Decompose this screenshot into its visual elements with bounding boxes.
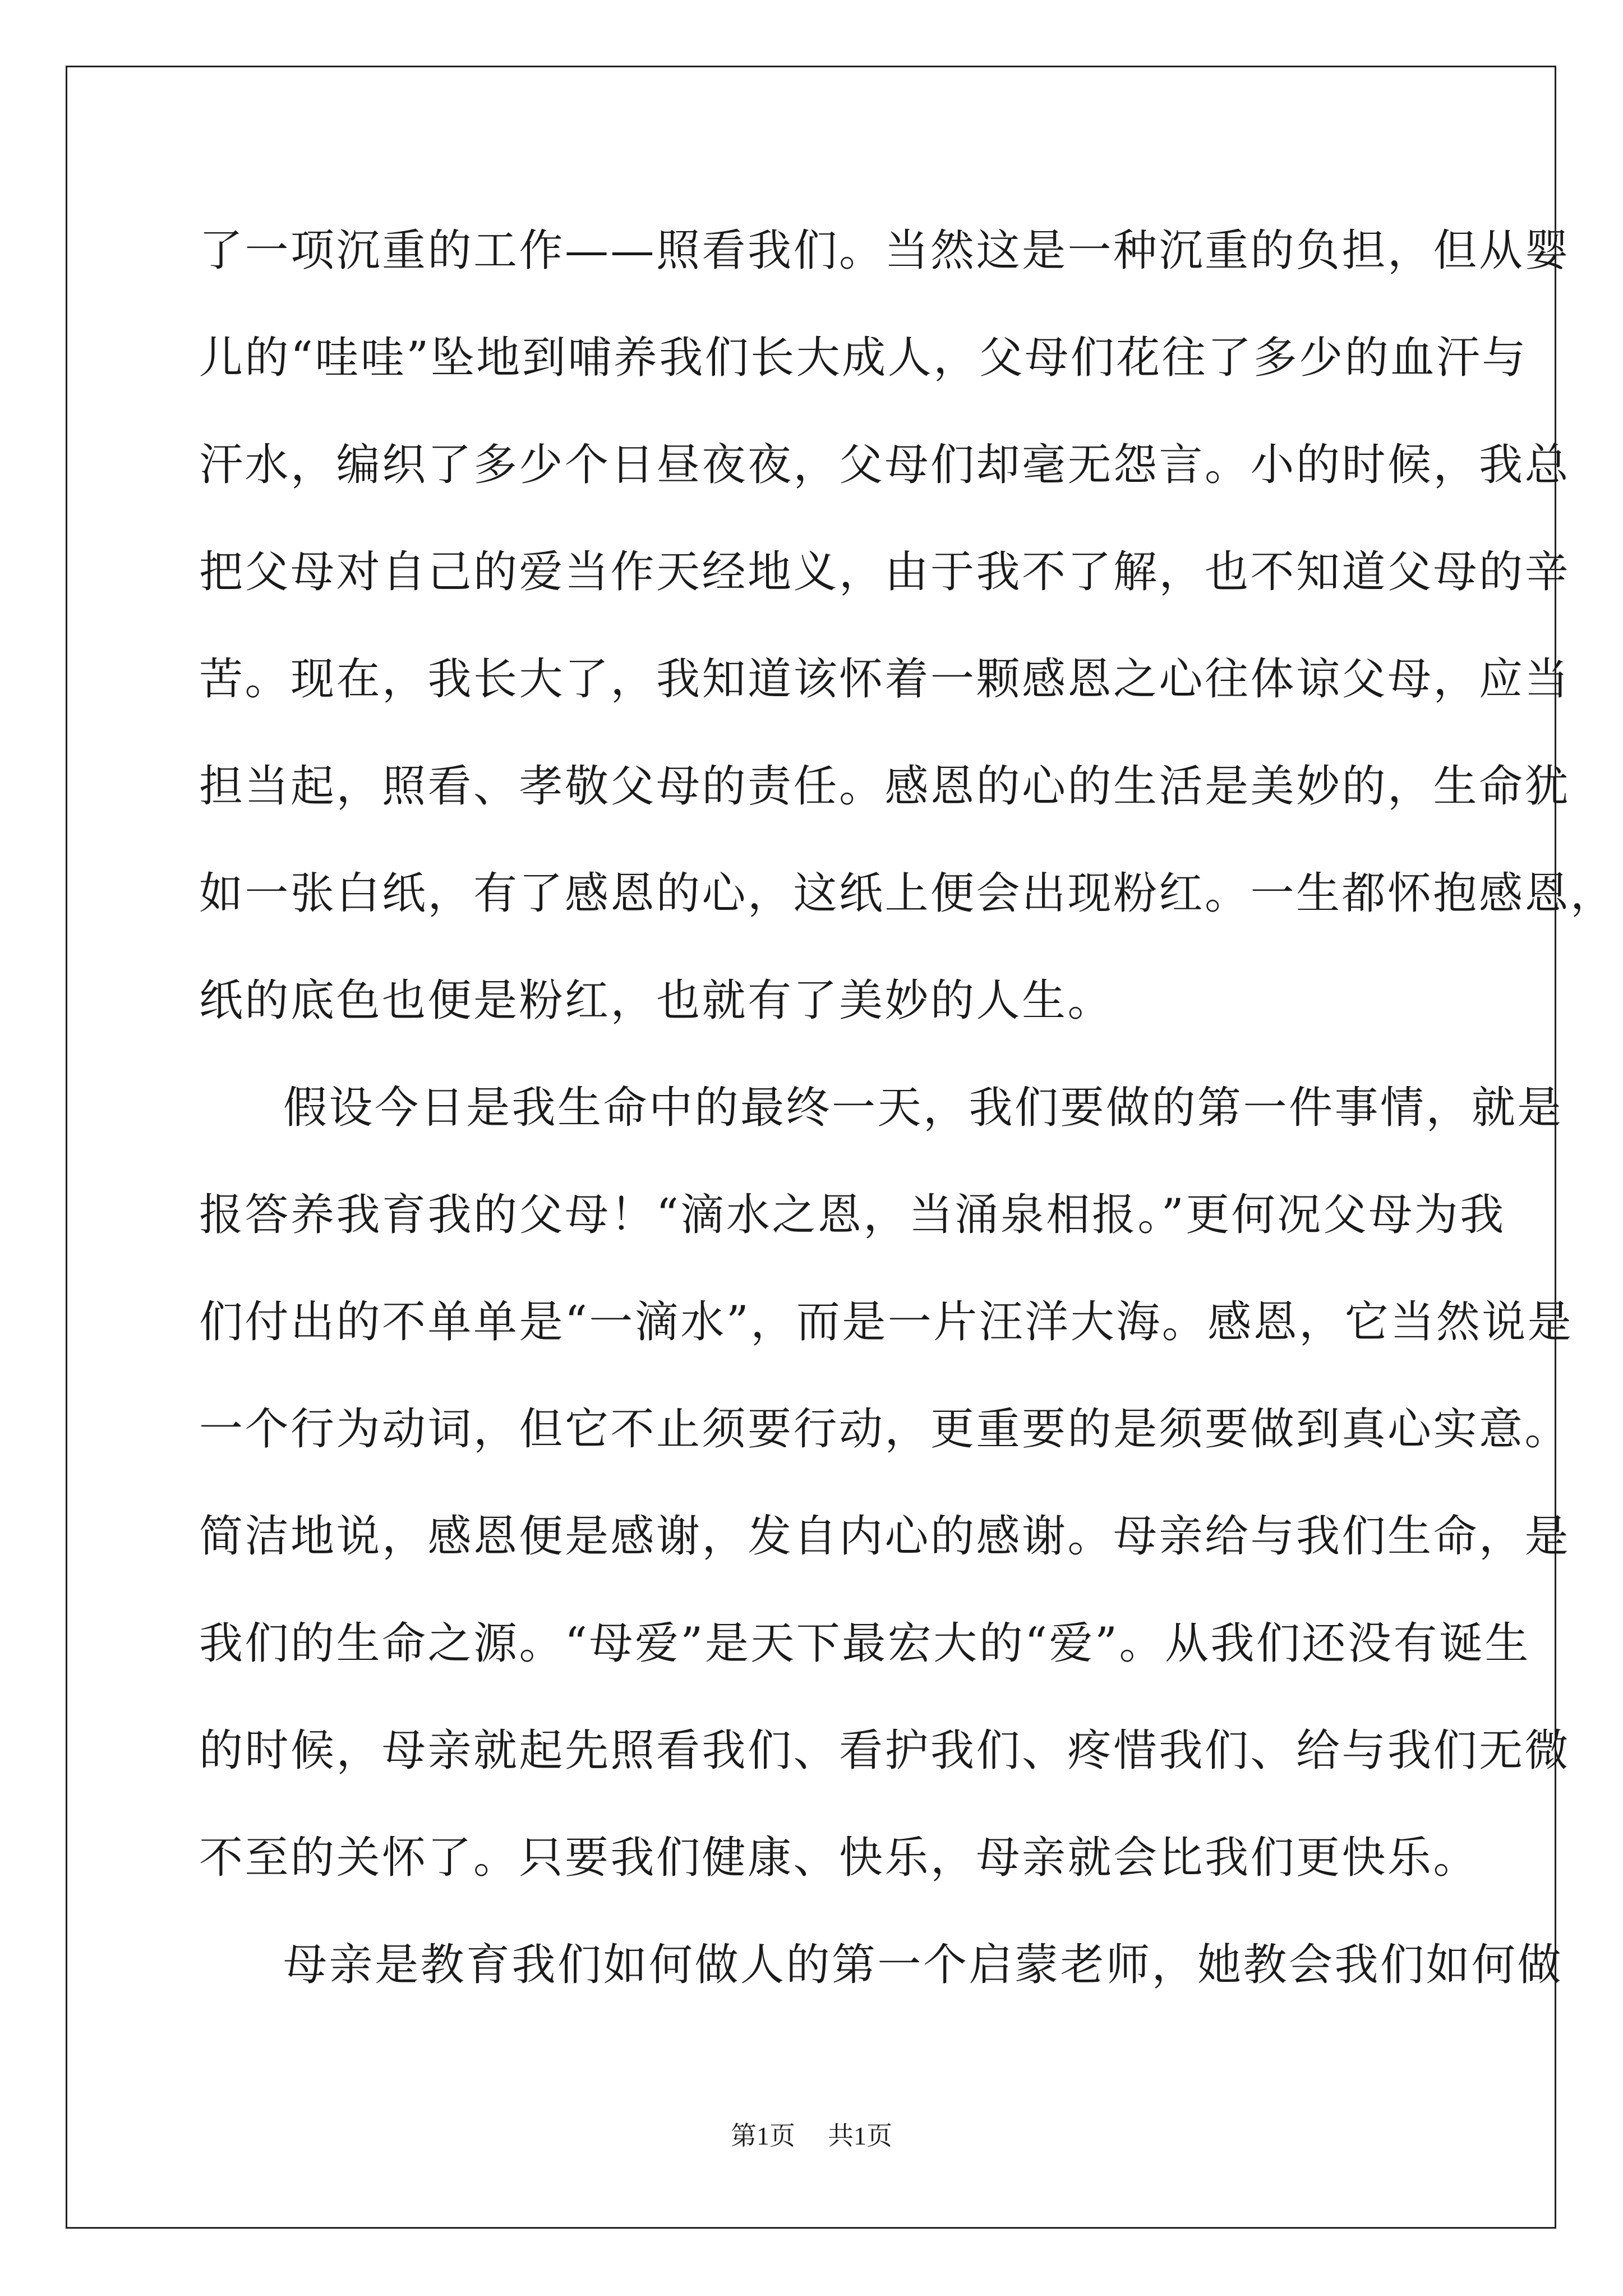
text-line: 苦。现在，我长大了，我知道该怀着一颗感恩之心往体谅父母，应当	[199, 654, 1571, 705]
text-line: 儿的“哇哇”坠地到哺养我们长大成人，父母们花往了多少的血汗与	[199, 333, 1528, 383]
text-line: 纸的底色也便是粉红，也就有了美妙的人生。	[199, 976, 1114, 1026]
text-line: 不至的关怀了。只要我们健康、快乐，母亲就会比我们更快乐。	[199, 1833, 1479, 1883]
text-line: 简洁地说，感恩便是感谢，发自内心的感谢。母亲给与我们生命，是	[199, 1511, 1571, 1562]
text-line: 们付出的不单单是“一滴水”，而是一片汪洋大海。感恩，它当然说是	[199, 1297, 1574, 1347]
text-line: 的时候，母亲就起先照看我们、看护我们、疼惜我们、给与我们无微	[199, 1726, 1571, 1776]
page-number-current: 第1页	[731, 2122, 795, 2150]
text-line: 汗水，编织了多少个日昼夜夜，父母们却毫无怨言。小的时候，我总	[199, 440, 1571, 490]
text-line: 我们的生命之源。“母爱”是天下最宏大的“爱”。从我们还没有诞生	[199, 1618, 1531, 1669]
paragraph-first-line: 假设今日是我生命中的最终一天，我们要做的第一件事情，就是	[283, 1083, 1564, 1133]
text-line: 把父母对自己的爱当作天经地义，由于我不了解，也不知道父母的辛	[199, 547, 1571, 597]
text-line: 报答养我育我的父母！“滴水之恩，当涌泉相报。”更何况父母为我	[199, 1190, 1506, 1240]
page-number-total: 共1页	[828, 2122, 892, 2150]
document-body	[199, 209, 1616, 2030]
paragraph-first-line: 母亲是教育我们如何做人的第一个启蒙老师，她教会我们如何做	[283, 1940, 1564, 1990]
text-line: 了一项沉重的工作——照看我们。当然这是一种沉重的负担，但从婴	[199, 226, 1571, 276]
text-line: 担当起，照看、孝敬父母的责任。感恩的心的生活是美妙的，生命犹	[199, 761, 1571, 812]
text-line: 如一张白纸，有了感恩的心，这纸上便会出现粉红。一生都怀抱感恩，	[199, 868, 1616, 919]
page-footer	[0, 2119, 1623, 2153]
text-line: 一个行为动词，但它不止须要行动，更重要的是须要做到真心实意。	[199, 1404, 1571, 1455]
